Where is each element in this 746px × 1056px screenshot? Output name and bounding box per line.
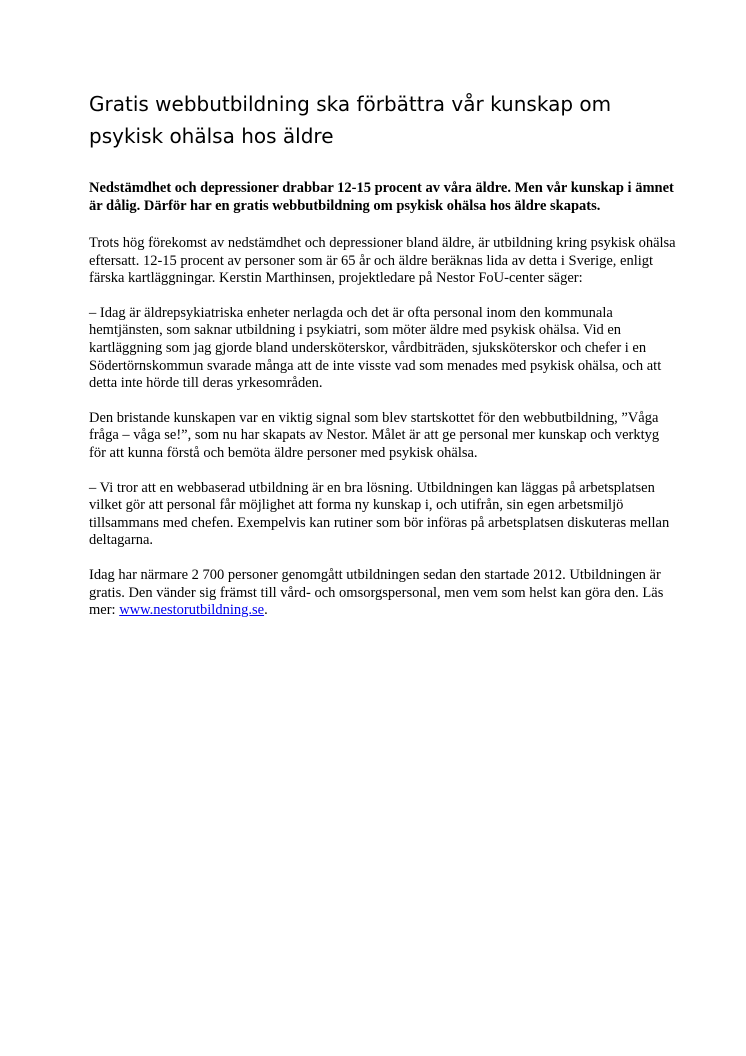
body-paragraph-3: Den bristande kunskapen var en viktig signal som blev startskottet för den webbutbildning, ”Våga fråga – våga se!”, som nu har skapats av Nestor. Målet är att ge personal mer kunskap och verktyg för att kunna förstå och bemöta äldre personer med psykisk ohälsa.	[89, 409, 660, 461]
body-paragraph-4: – Vi tror att en webbaserad utbildning är en bra lösning. Utbildningen kan läggas på arbetsplatsen vilket gör att personal får möjlighet att forma ny kunskap i, och utifrån, sin egen arbetsmiljö tillsammans med chefen. Exempelvis kan rutiner som bör införas på arbetsplatsen diskuteras mellan deltagarna.	[89, 479, 670, 549]
article-title: Gratis webbutbildning ska förbättra vår kunskap om psykisk ohälsa hos äldre	[89, 92, 612, 148]
link-suffix: .	[264, 602, 268, 619]
article-lead: Nedstämdhet och depressioner drabbar 12-15 procent av våra äldre. Men vår kunskap i ämnet är dålig. Därför har en gratis webbutbildning om psykisk ohälsa hos äldre skapats.	[89, 180, 674, 214]
nestor-website-link[interactable]: www.nestorutbildning.se	[119, 602, 265, 619]
body-paragraph-1: Trots hög förekomst av nedstämdhet och depressioner bland äldre, är utbildning kring psykisk ohälsa eftersatt. 12-15 procent av personer som är 65 år och äldre beräknas lida av detta i Sverige, enligt färska kartläggningar. Kerstin Marthinsen, projektledare på Nestor FoU-center säger:	[89, 235, 676, 287]
body-paragraph-5	[89, 567, 676, 620]
body-paragraph-5-text: Idag har närmare 2 700 personer genomgått utbildningen sedan den startade 2012. Utbildningen är gratis. Den vänder sig främst till vård- och omsorgspersonal, men vem som helst kan göra den. Läs mer:	[89, 566, 664, 619]
body-paragraph-2: – Idag är äldrepsykiatriska enheter nerlagda och det är ofta personal inom den kommunala hemtjänsten, som saknar utbildning i psykiatri, som möter äldre med psykisk ohälsa. Vid en kartläggning som jag gjorde bland undersköterskor, vårdbiträden, sjuksköterskor och chefer i en Södertörnskommun svarade många att de inte visste vad som menades med psykisk ohälsa, och att detta inte hörde till deras yrkesområden.	[89, 304, 662, 392]
